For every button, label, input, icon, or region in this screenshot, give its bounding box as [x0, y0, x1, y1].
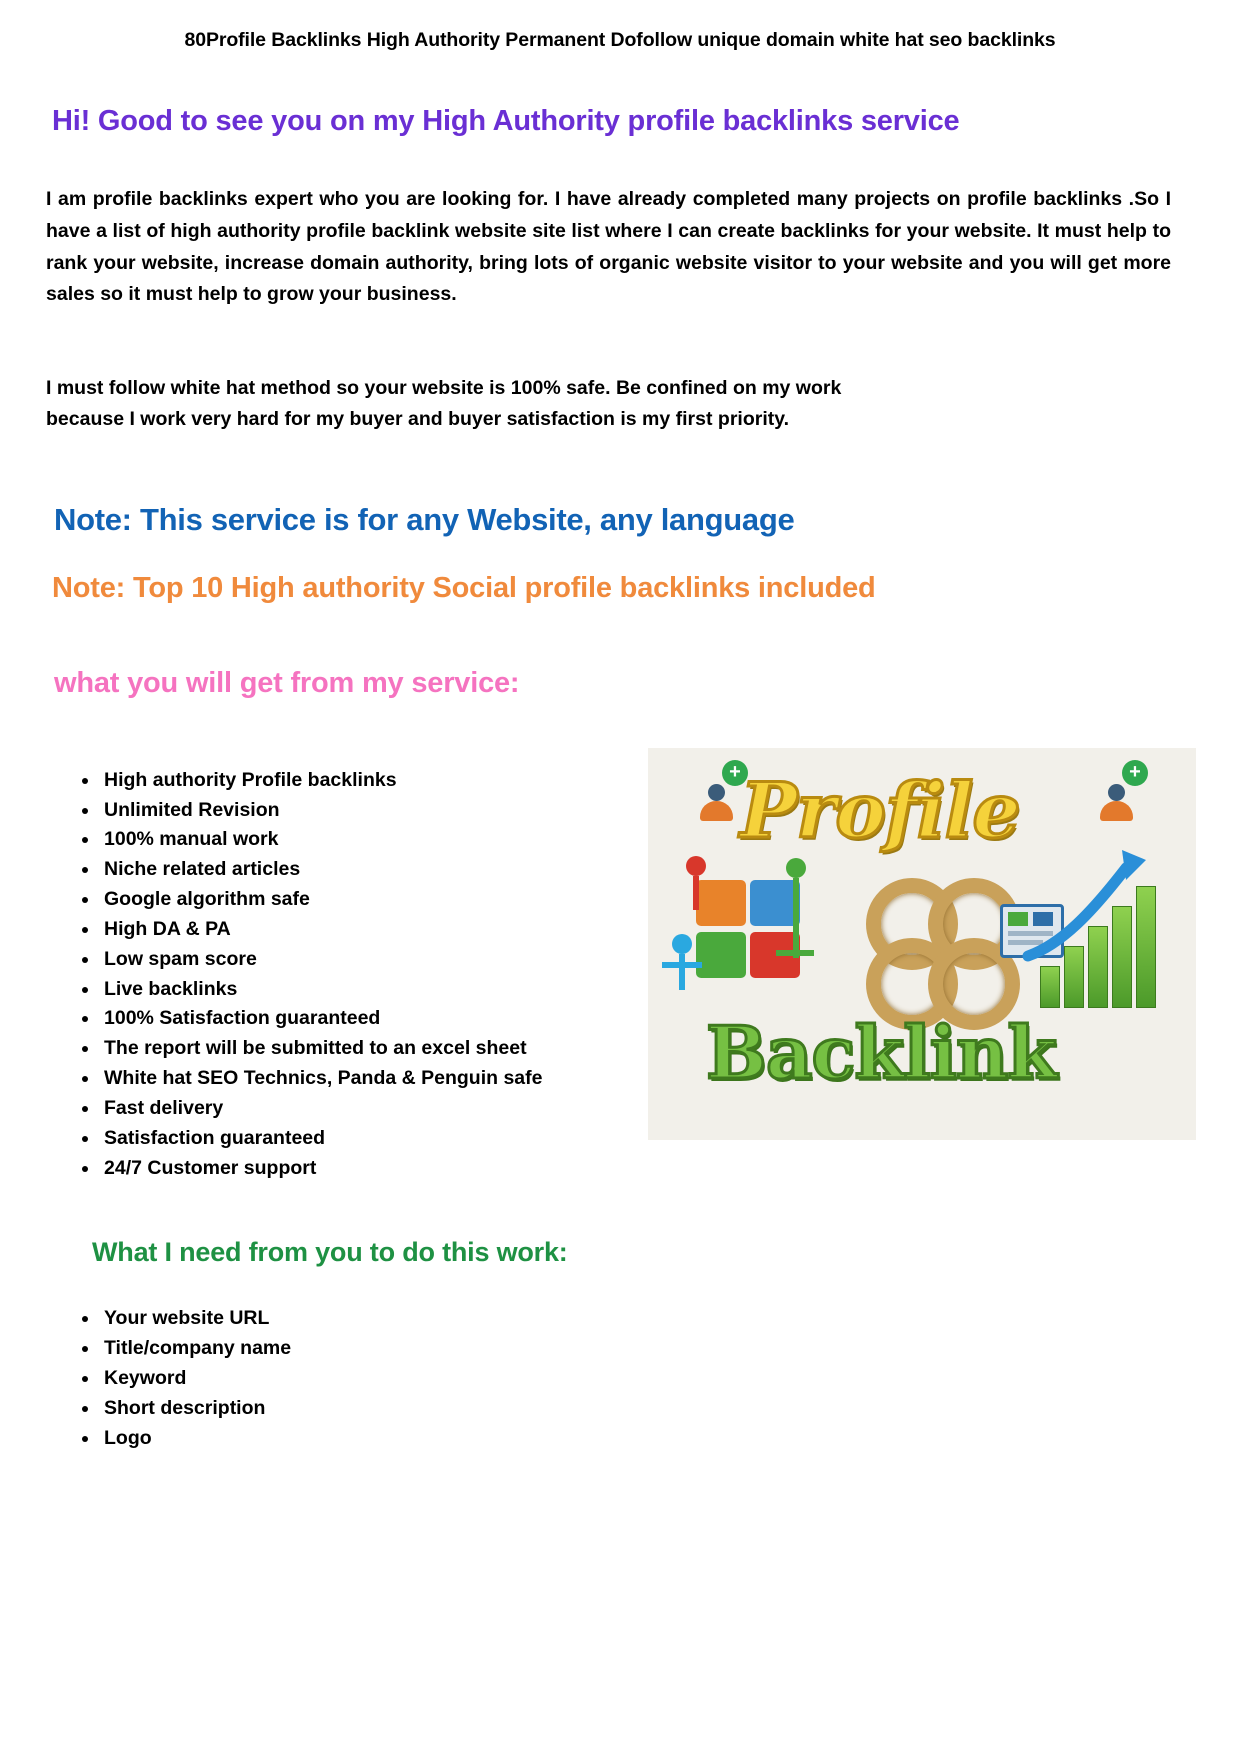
- list-item: • 100% manual work: [100, 825, 638, 855]
- chain-link-icon: [862, 876, 1012, 1012]
- white-hat-line-1: I must follow white hat method so your website is 100% safe. Be confined on my work: [46, 376, 842, 399]
- stick-head: [686, 856, 706, 876]
- list-item: • Niche related articles: [100, 855, 638, 885]
- person-head: [1108, 784, 1125, 801]
- person-body: [700, 801, 733, 821]
- service-list: [44, 766, 638, 1184]
- white-hat-line-2: because I work very hard for my buyer and buyer satisfaction is my first priority.: [46, 408, 790, 431]
- stick-figure-blue: [662, 934, 702, 1004]
- note-social-profiles: Note: Top 10 High authority Social profile backlinks included: [52, 571, 876, 604]
- stick-arms: [662, 962, 702, 968]
- plus-icon-left: +: [722, 760, 748, 786]
- list-item: • Title/company name: [100, 1334, 1196, 1364]
- profile-backlink-illustration: [648, 748, 1196, 1140]
- greeting-heading: Hi! Good to see you on my High Authority profile backlinks service: [52, 105, 960, 138]
- illustration-word-profile: Profile: [740, 765, 1020, 855]
- list-item: • The report will be submitted to an excel sheet: [100, 1034, 638, 1064]
- stick-figure-red: [676, 856, 716, 926]
- intro-paragraph: I am profile backlinks expert who you are looking for. I have already completed many projects on profile backlinks .So I have a list of high authority profile backlink website site list where I can create backlinks for your website. It must help to rank your website, increase domain authority, bring lots of organic website visitor to your website and you will get more sales so it must help to grow your business.: [46, 188, 1171, 306]
- puzzle-piece: [696, 932, 746, 978]
- stick-body: [693, 876, 699, 910]
- chart-bar: [1040, 966, 1060, 1008]
- rising-arrow-icon: [1022, 844, 1172, 964]
- person-head: [708, 784, 725, 801]
- note-website-language: Note: This service is for any Website, any language: [54, 501, 795, 537]
- list-item: • Fast delivery: [100, 1094, 638, 1124]
- list-item: • White hat SEO Technics, Panda & Penguin safe: [100, 1064, 638, 1094]
- list-item: • Keyword: [100, 1364, 1196, 1394]
- illustration-canvas: [648, 748, 1196, 1140]
- stick-head: [786, 858, 806, 878]
- page-title: 80Profile Backlinks High Authority Permanent Dofollow unique domain white hat seo backlinks: [184, 29, 1056, 51]
- list-item: • High DA & PA: [100, 915, 638, 945]
- plus-icon-right: +: [1122, 760, 1148, 786]
- list-item: • Logo: [100, 1424, 1196, 1454]
- list-item: • Your website URL: [100, 1304, 1196, 1334]
- service-heading: what you will get from my service:: [54, 666, 520, 699]
- stick-figure-green: [776, 858, 816, 928]
- requirements-list: [44, 1304, 1196, 1453]
- person-body: [1100, 801, 1133, 821]
- white-hat-paragraph: [46, 373, 1196, 436]
- list-item: • Google algorithm safe: [100, 885, 638, 915]
- stick-body: [793, 878, 799, 958]
- list-item: • 100% Satisfaction guaranteed: [100, 1004, 638, 1034]
- service-section: [44, 748, 1196, 1184]
- requirements-heading: What I need from you to do this work:: [92, 1237, 568, 1268]
- list-item: • High authority Profile backlinks: [100, 766, 638, 796]
- list-item: • Short description: [100, 1394, 1196, 1424]
- list-item: • Unlimited Revision: [100, 796, 638, 826]
- illustration-word-backlink: Backlink: [706, 1009, 1057, 1095]
- stick-body: [679, 954, 685, 990]
- stick-head: [672, 934, 692, 954]
- list-item: • Low spam score: [100, 945, 638, 975]
- stick-legs: [776, 950, 814, 956]
- list-item: • 24/7 Customer support: [100, 1154, 638, 1184]
- list-item: • Satisfaction guaranteed: [100, 1124, 638, 1154]
- list-item: • Live backlinks: [100, 975, 638, 1005]
